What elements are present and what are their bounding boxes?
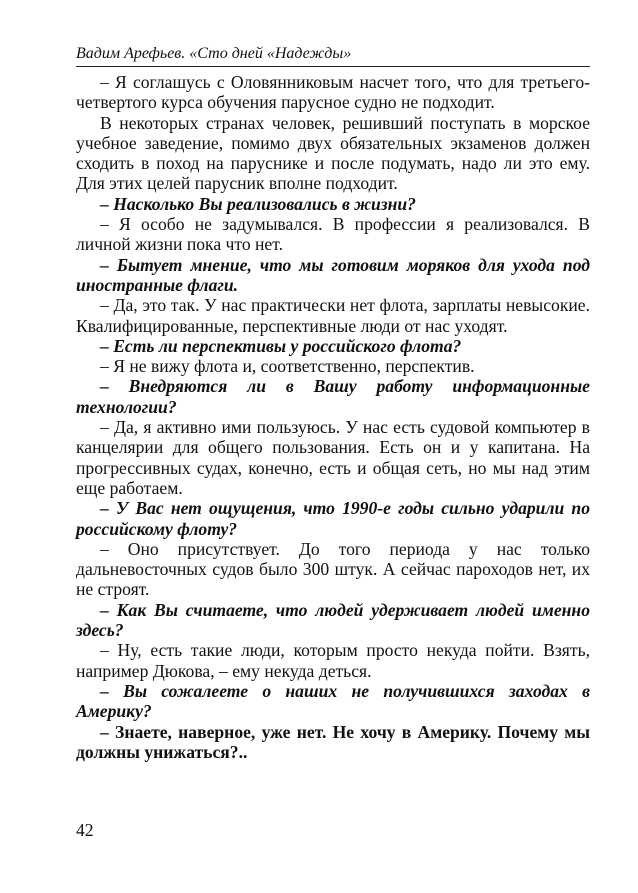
- answer-paragraph: – Я соглашусь с Оловянниковым насчет того, что для третьего-четвертого курса обучения парусное судно не подходит.: [76, 72, 590, 113]
- answer-paragraph: – Ну, есть такие люди, которым просто некуда пойти. Взять, например Дюкова, – ему некуда деться.: [76, 640, 590, 681]
- answer-paragraph: – Я не вижу флота и, соответственно, перспектив.: [100, 356, 475, 377]
- question-paragraph: – Есть ли перспективы у российского флота?: [100, 335, 462, 356]
- answer-paragraph: – Да, я активно ими пользуюсь. У нас есть судовой компьютер в канцелярии для общего пользования. Есть он и у капитана. На прогрессивных судах, конечно, есть и общая сеть, но мы над этим еще работаем.: [76, 417, 590, 498]
- question-paragraph: – У Вас нет ощущения, что 1990-е годы сильно ударили по российскому флоту?: [76, 498, 590, 539]
- answer-paragraph: – Оно присутствует. До того периода у нас только дальневосточных судов было 300 штук. А сейчас пароходов нет, их не строят.: [76, 538, 590, 600]
- answer-paragraph: – Да, это так. У нас практически нет флота, зарплаты невысокие. Квалифицированные, перспективные люди от нас уходят.: [76, 295, 590, 336]
- bold-answer-paragraph: – Знаете, наверное, уже нет. Не хочу в Америку. Почему мы должны унижаться?..: [76, 721, 590, 762]
- page-number: 42: [76, 820, 94, 840]
- answer-paragraph: В некоторых странах человек, решивший поступать в морское учебное заведение, помимо двух обязательных экзаменов должен сходить в поход на паруснике и после подумать, надо ли это ему. Для этих целей парусник вполне подходит.: [76, 112, 590, 194]
- page-body: [76, 72, 590, 762]
- answer-paragraph: – Я особо не задумывался. В профессии я реализовался. В личной жизни пока что нет.: [76, 214, 590, 255]
- running-header: Вадим Арефьев. «Сто дней «Надежды»: [76, 45, 352, 62]
- question-paragraph: – Внедряются ли в Вашу работу информационные технологии?: [76, 376, 590, 417]
- header-rule: [76, 66, 590, 67]
- question-paragraph: – Вы сожалеете о наших не получившихся заходах в Америку?: [76, 680, 590, 722]
- question-paragraph: – Бытует мнение, что мы готовим моряков для ухода под иностранные флаги.: [76, 254, 590, 295]
- question-paragraph: – Как Вы считаете, что людей удерживает людей именно здесь?: [76, 599, 590, 641]
- question-paragraph: – Насколько Вы реализовались в жизни?: [100, 193, 416, 214]
